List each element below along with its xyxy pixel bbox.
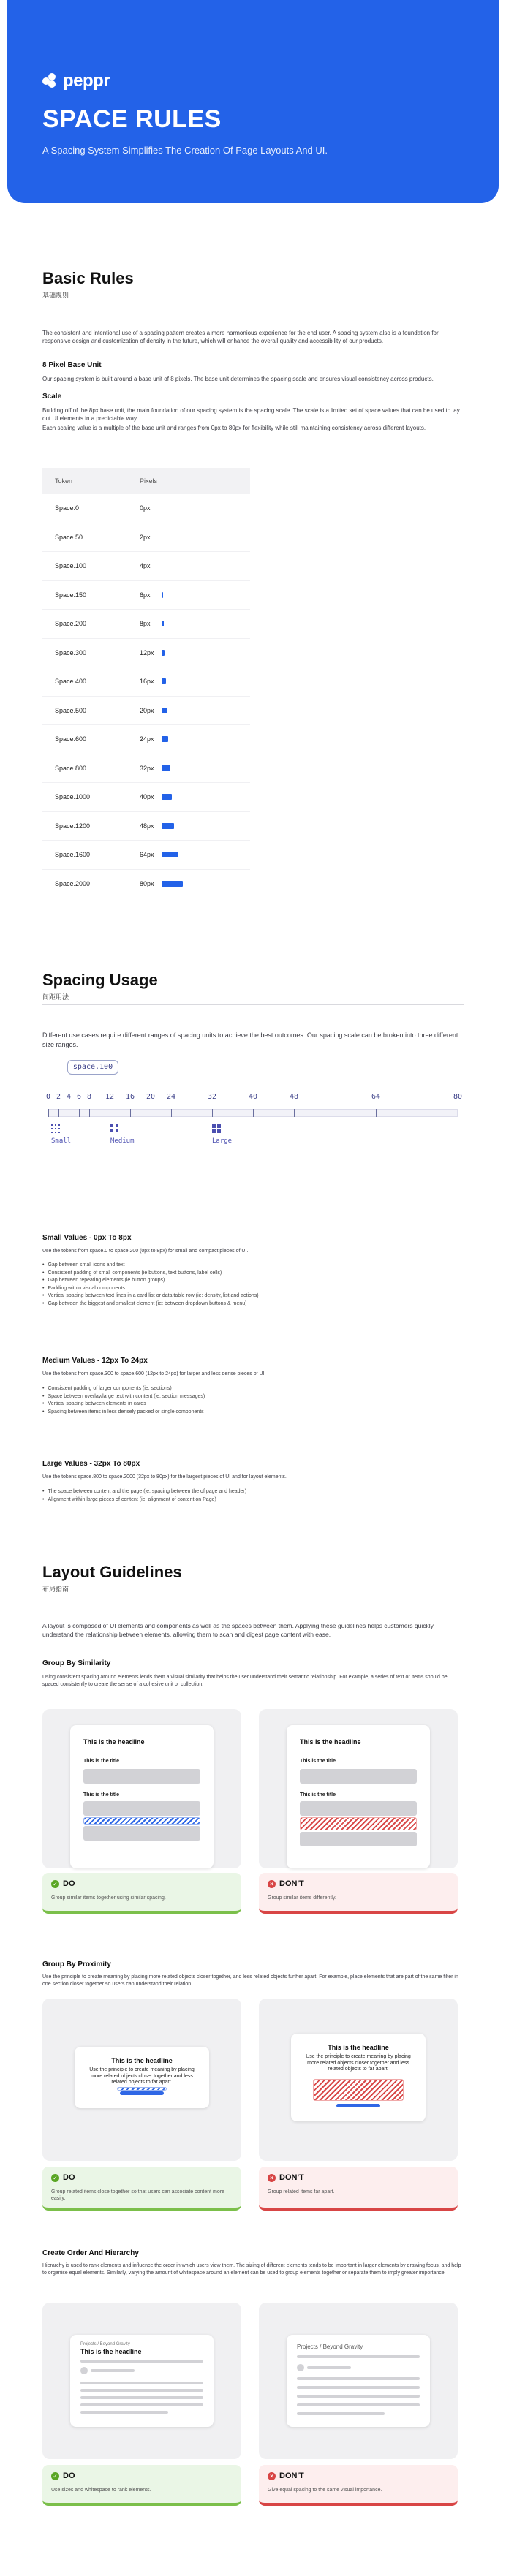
example-title: This is the title	[300, 1792, 336, 1797]
ruler-value: 4	[66, 1093, 72, 1101]
table-row	[42, 783, 250, 812]
list-item: • Space between overlay/large text with content (ie: section messages)	[48, 1393, 205, 1401]
token-name: Space.1200	[55, 822, 91, 830]
token-size-bar	[162, 852, 178, 857]
example-panel	[70, 2335, 214, 2427]
similarity-do-note	[42, 1873, 241, 1914]
list-item: • Gap between repeating elements (ie button groups)	[48, 1277, 259, 1285]
medium-values-intro: Use the tokens from space.300 to space.600 (12px to 24px) for larger and less dense pieces of UI.	[42, 1371, 266, 1376]
placeholder-line	[297, 2386, 420, 2389]
example-panel	[291, 2034, 426, 2121]
example-headline: This is the headline	[83, 1738, 145, 1746]
brand-logo[interactable]	[42, 71, 110, 91]
placeholder-line	[80, 2396, 203, 2399]
example-headline: This is the headline	[80, 2348, 142, 2355]
spacing-indicator	[313, 2079, 404, 2101]
section-title-layout: Layout Guidelines	[42, 1563, 182, 1581]
table-row	[42, 841, 250, 870]
range-label-medium: Medium	[110, 1137, 135, 1145]
hierarchy-dont-note	[259, 2465, 458, 2506]
action-button	[120, 2091, 164, 2095]
token-pixels: 32px	[140, 764, 154, 772]
placeholder-line	[297, 2377, 420, 2380]
proximity-do-example	[42, 1999, 241, 2161]
section-subtitle-basic-rules: 基础规则	[42, 292, 69, 299]
token-size-bar	[162, 794, 172, 800]
example-body: Use the principle to create meaning by placing more related objects closer together and less related objects to far apart.	[306, 2054, 411, 2072]
token-pixels: 48px	[140, 822, 154, 830]
token-name: Space.800	[55, 764, 87, 772]
scale-text-1: Building off of the 8px base unit, the main foundation of our spacing system is the spacing scale. The scale is a limited set of space values that can be used to lay out UI elements in a predictable way.	[42, 407, 460, 422]
list-item: • Consistent padding of small components (ie buttons, text buttons, label cells)	[48, 1270, 259, 1278]
table-row	[42, 552, 250, 581]
placeholder-block	[83, 1826, 200, 1841]
example-headline: This is the headline	[328, 2044, 389, 2051]
range-label-large: Large	[212, 1137, 233, 1145]
ruler-value: 12	[105, 1093, 115, 1101]
avatar	[80, 2367, 88, 2374]
placeholder-line	[297, 2403, 420, 2406]
example-panel	[75, 2047, 209, 2108]
table-row	[42, 697, 250, 726]
token-pixels: 2px	[140, 533, 151, 541]
avatar	[297, 2364, 304, 2371]
placeholder-line	[80, 2411, 168, 2414]
ruler-tick	[130, 1109, 131, 1117]
token-pixels: 80px	[140, 879, 154, 887]
small-values-title: Small Values - 0px To 8px	[42, 1234, 132, 1242]
token-size-bar	[162, 708, 167, 713]
similarity-title: Group By Similarity	[42, 1659, 111, 1667]
table-row	[42, 639, 250, 668]
cross-icon: ×	[268, 2174, 276, 2182]
small-values-list	[48, 1262, 259, 1308]
token-size-bar	[162, 592, 163, 598]
hierarchy-text: Hierarchy is used to rank elements and influence the order in which users view them. The sizing of different elements tends to be important in larger elements by drawing focus, and help to organise equal elements. Similarly, varying the amount of whitespace around an element can be used to group elements together or separate them to imply greater importance.	[42, 2263, 461, 2276]
token-pixels: 8px	[140, 620, 151, 628]
ruler-value: 20	[146, 1093, 156, 1101]
column-header-token: Token	[55, 477, 73, 485]
token-name: Space.0	[55, 504, 80, 512]
ruler-value: 48	[289, 1093, 299, 1101]
ruler-tick	[48, 1109, 49, 1117]
large-values-intro: Use the tokens space.800 to space.2000 (32px to 80px) for the largest pieces of UI and for layout elements.	[42, 1474, 287, 1480]
similarity-dont-example	[259, 1709, 458, 1868]
peppr-logo-icon	[42, 73, 58, 89]
proximity-dont-example	[259, 1999, 458, 2161]
token-pixels: 20px	[140, 706, 154, 714]
token-chip: space.100	[67, 1060, 118, 1075]
cross-icon: ×	[268, 2472, 276, 2480]
dont-label: DON'T	[279, 2471, 304, 2480]
token-pixels: 4px	[140, 562, 151, 570]
placeholder-line	[80, 2360, 203, 2363]
hero-banner	[7, 0, 499, 203]
large-values-title: Large Values - 32px To 80px	[42, 1460, 140, 1468]
spacing-indicator	[300, 1817, 417, 1830]
list-item: • Padding within visual components	[48, 1285, 259, 1293]
base-unit-text: Our spacing system is built around a base unit of 8 pixels. The base unit determines the spacing scale and ensures visual consistency across products.	[42, 376, 434, 382]
table-row	[42, 610, 250, 639]
token-pixels: 64px	[140, 851, 154, 859]
placeholder-block	[300, 1801, 417, 1816]
do-text: Group related items close together so that users can associate content more easily.	[51, 2189, 224, 2201]
example-headline: This is the headline	[300, 1738, 361, 1746]
check-icon: ✓	[51, 2472, 59, 2480]
token-name: Space.150	[55, 591, 87, 599]
dont-label: DON'T	[279, 2173, 304, 2182]
token-name: Space.500	[55, 706, 87, 714]
breadcrumb: Projects / Beyond Gravity	[80, 2342, 130, 2346]
proximity-do-note	[42, 2167, 241, 2211]
ruler-value: 32	[207, 1093, 217, 1101]
list-item: • Gap between the biggest and smallest element (ie: between dropdown buttons & menu)	[48, 1300, 259, 1308]
token-size-bar	[162, 881, 183, 887]
token-name: Space.1000	[55, 793, 91, 801]
table-row	[42, 754, 250, 784]
page-title: SPACE RULES	[42, 105, 222, 133]
small-range-icon	[51, 1124, 60, 1133]
table-row	[42, 494, 250, 523]
token-pixels: 12px	[140, 648, 154, 656]
token-size-bar	[162, 765, 170, 771]
scale-text-2: Each scaling value is a multiple of the base unit and ranges from 0px to 80px for flexibility while still maintaining consistency across different layouts.	[42, 425, 426, 431]
range-label-small: Small	[51, 1137, 72, 1145]
example-title: This is the title	[300, 1759, 336, 1764]
ruler-value: 0	[45, 1093, 51, 1101]
token-name: Space.100	[55, 562, 87, 570]
table-row	[42, 523, 250, 553]
token-pixels: 24px	[140, 735, 154, 743]
ruler-value: 80	[453, 1093, 463, 1101]
placeholder-block	[300, 1832, 417, 1846]
list-item: • Spacing between items in less densely packed or single components	[48, 1409, 205, 1417]
do-label: DO	[63, 2471, 75, 2480]
section-subtitle-layout: 布局指南	[42, 1586, 69, 1593]
placeholder-line	[80, 2389, 203, 2392]
check-icon: ✓	[51, 1880, 59, 1888]
token-pixels: 0px	[140, 504, 151, 512]
spacing-usage-intro: Different use cases require different ranges of spacing units to achieve the best outcomes. Our spacing scale can be broken into three different size ranges.	[42, 1031, 458, 1048]
ruler-value: 24	[166, 1093, 176, 1101]
ruler-tick	[89, 1109, 90, 1117]
table-row	[42, 581, 250, 610]
list-item: • Consistent padding of larger components (ie: sections)	[48, 1385, 205, 1393]
page-subtitle: A Spacing System Simplifies The Creation Of Page Layouts And UI.	[42, 145, 328, 156]
base-unit-title: 8 Pixel Base Unit	[42, 361, 102, 369]
spacing-indicator	[83, 1817, 200, 1825]
proximity-title: Group By Proximity	[42, 1961, 111, 1969]
token-name: Space.2000	[55, 879, 91, 887]
ruler-tick	[294, 1109, 295, 1117]
placeholder-line	[297, 2412, 385, 2415]
proximity-dont-note	[259, 2167, 458, 2211]
token-pixels: 40px	[140, 793, 154, 801]
similarity-do-example	[42, 1709, 241, 1868]
token-name: Space.300	[55, 648, 87, 656]
example-headline: This is the headline	[111, 2057, 173, 2064]
ruler-tick	[79, 1109, 80, 1117]
do-label: DO	[63, 2173, 75, 2182]
example-panel	[70, 1725, 214, 1868]
ruler-value: 64	[371, 1093, 381, 1101]
placeholder-line	[91, 2369, 135, 2372]
token-size-bar	[162, 736, 168, 742]
ruler-tick	[58, 1109, 59, 1117]
ruler-tick	[253, 1109, 254, 1117]
dont-label: DON'T	[279, 1879, 304, 1888]
do-label: DO	[63, 1879, 75, 1888]
token-size-bar	[162, 678, 166, 684]
token-name: Space.600	[55, 735, 87, 743]
proximity-text: Use the principle to create meaning by placing more related objects closer together, and less related objects further apart. For example, place elements that are part of the same filter in one section closer together so users can understand their relation.	[42, 1974, 458, 1987]
dont-text: Give equal spacing to the same visual importance.	[268, 2488, 382, 2493]
section-subtitle-spacing-usage: 间距用法	[42, 993, 69, 1001]
table-row	[42, 667, 250, 697]
cross-icon: ×	[268, 1880, 276, 1888]
placeholder-block	[83, 1801, 200, 1816]
ruler-value: 2	[56, 1093, 61, 1101]
placeholder-block	[83, 1769, 200, 1784]
token-name: Space.200	[55, 620, 87, 628]
token-name: Space.400	[55, 678, 87, 686]
table-header	[42, 468, 250, 494]
hierarchy-title: Create Order And Hierarchy	[42, 2249, 139, 2257]
large-range-icon	[212, 1124, 221, 1133]
hierarchy-dont-example	[259, 2303, 458, 2459]
layout-intro: A layout is composed of UI elements and components as well as the spaces between them. Applying these guidelines helps customers quickly understand the relationship between elements, allowing them to scan and digest page content with ease.	[42, 1622, 434, 1638]
table-row	[42, 812, 250, 841]
placeholder-line	[297, 2355, 420, 2358]
dont-text: Group related items far apart.	[268, 2189, 335, 2194]
token-pixels: 16px	[140, 678, 154, 686]
medium-values-title: Medium Values - 12px To 24px	[42, 1357, 148, 1365]
example-title: This is the title	[83, 1792, 120, 1797]
check-icon: ✓	[51, 2174, 59, 2182]
example-body: Use the principle to create meaning by placing more related objects closer together and less related objects to far apart.	[89, 2067, 195, 2085]
list-item: • The space between content and the page (ie: spacing between the of page and header)	[48, 1488, 246, 1496]
dont-text: Group similar items differently.	[268, 1895, 336, 1901]
table-body	[42, 494, 250, 898]
similarity-dont-note	[259, 1873, 458, 1914]
ruler-value: 16	[125, 1093, 135, 1101]
hierarchy-do-note	[42, 2465, 241, 2506]
ruler-tick	[171, 1109, 172, 1117]
token-name: Space.1600	[55, 851, 91, 859]
do-text: Group similar items together using similar spacing.	[51, 1895, 166, 1901]
column-header-pixels: Pixels	[140, 477, 158, 485]
token-size-bar	[162, 823, 174, 829]
placeholder-line	[297, 2395, 420, 2398]
brand-name: peppr	[63, 71, 110, 91]
large-values-list	[48, 1488, 246, 1504]
placeholder-line	[307, 2366, 351, 2369]
medium-range-icon	[110, 1124, 119, 1133]
basic-rules-intro: The consistent and intentional use of a spacing pattern creates a more harmonious experience for the end user. A spacing system also is a foundation for responsive design and customization of density in the future, which will enhance the overall quality and accessibility of our products.	[42, 330, 439, 344]
token-size-bar	[162, 650, 165, 656]
section-title-spacing-usage: Spacing Usage	[42, 971, 158, 989]
spacing-token-table	[42, 468, 250, 898]
example-panel	[287, 2335, 430, 2427]
example-panel	[287, 1725, 430, 1868]
table-row	[42, 725, 250, 754]
do-text: Use sizes and whitespace to rank elements.	[51, 2488, 151, 2493]
list-item: • Vertical spacing between elements in cards	[48, 1401, 205, 1409]
list-item: • Alignment within large pieces of content (ie: alignment of content on Page)	[48, 1496, 246, 1504]
section-title-basic-rules: Basic Rules	[42, 269, 134, 287]
table-row	[42, 870, 250, 899]
breadcrumb: Projects / Beyond Gravity	[297, 2344, 363, 2350]
token-size-bar	[162, 621, 164, 626]
spacing-indicator	[117, 2087, 167, 2091]
list-item: • Vertical spacing between text lines in a card list or data table row (ie: density, list and actions)	[48, 1292, 259, 1300]
token-pixels: 6px	[140, 591, 151, 599]
hierarchy-do-example	[42, 2303, 241, 2459]
spacing-scale-ruler	[45, 1093, 463, 1137]
ruler-tick	[212, 1109, 213, 1117]
token-name: Space.50	[55, 533, 83, 541]
ruler-tick	[376, 1109, 377, 1117]
medium-values-list	[48, 1385, 205, 1416]
placeholder-block	[300, 1769, 417, 1784]
example-title: This is the title	[83, 1759, 120, 1764]
action-button	[336, 2104, 380, 2107]
scale-title: Scale	[42, 393, 62, 401]
ruler-value: 6	[76, 1093, 82, 1101]
placeholder-line	[80, 2403, 203, 2406]
small-values-intro: Use the tokens from space.0 to space.200 (0px to 8px) for small and compact pieces of UI.	[42, 1249, 249, 1254]
list-item: • Gap between small icons and text	[48, 1262, 259, 1270]
placeholder-line	[80, 2382, 203, 2384]
ruler-value: 40	[248, 1093, 258, 1101]
ruler-value: 8	[86, 1093, 92, 1101]
similarity-text: Using consistent spacing around elements lends them a visual similarity that helps the user understand their semantic relationship. For example, a series of text or items should be spaced consistently to create the sense of a cohesive unit or collection.	[42, 1675, 448, 1687]
section-divider	[42, 1004, 464, 1005]
